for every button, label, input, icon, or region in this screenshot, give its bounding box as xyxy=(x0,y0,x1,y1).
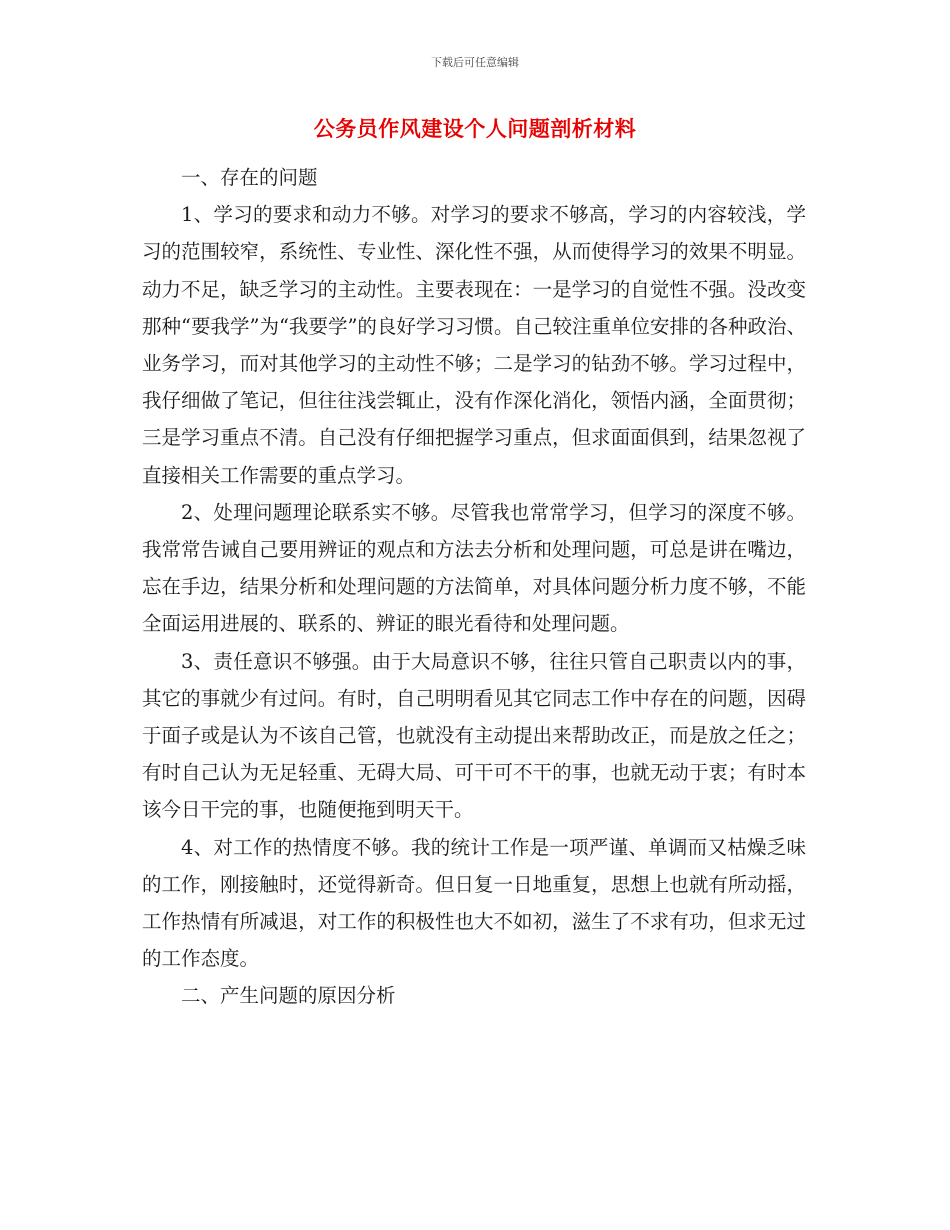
document-body xyxy=(142,159,806,1015)
section-heading-causes: 二、产生问题的原因分析 xyxy=(181,984,396,1008)
page-header-note: 下载后可任意编辑 xyxy=(431,56,519,69)
paragraph-responsibility: 3、责任意识不够强。由于大局意识不够，往往只管自己职责以内的事，其它的事就少有过问。有时，自己明明看见其它同志工作中存在的问题，因碍于面子或是认为不该自己管，也就没有主动提出来帮助改正，而是放之任之；有时自己认为无足轻重、无碍大局、可干可不干的事，也就无动于衷；有时本该今日干完的事，也随便拖到明天干。 xyxy=(142,649,806,822)
document-title: 公务员作风建设个人问题剖析材料 xyxy=(313,117,637,141)
paragraph-work-enthusiasm: 4、对工作的热情度不够。我的统计工作是一项严谨、单调而又枯燥乏味的工作，刚接触时，还觉得新奇。但日复一日地重复，思想上也就有所动摇，工作热情有所减退，对工作的积极性也大不如初，滋生了不求有功，但求无过的工作态度。 xyxy=(142,835,806,971)
paragraph-theory-practice: 2、处理问题理论联系实不够。尽管我也常常学习，但学习的深度不够。我常常告诫自己要用辨证的观点和方法去分析和处理问题，可总是讲在嘴边，忘在手边，结果分析和处理问题的方法简单，对具体问题分析力度不够，不能全面运用进展的、联系的、辨证的眼光看待和处理问题。 xyxy=(142,500,806,636)
section-heading-problems: 一、存在的问题 xyxy=(181,166,318,189)
paragraph-learning: 1、学习的要求和动力不够。对学习的要求不够高，学习的内容较浅，学习的范围较窄，系统性、专业性、深化性不强，从而使得学习的效果不明显。动力不足，缺乏学习的主动性。主要表现在：一是学习的自觉性不强。没改变那种“要我学”为“我要学”的良好学习习惯。自己较注重单位安排的各种政治、业务学习，而对其他学习的主动性不够；二是学习的钻劲不够。学习过程中，我仔细做了笔记，但往往浅尝辄止，没有作深化消化，领悟内涵，全面贯彻；三是学习重点不清。自己没有仔细把握学习重点，但求面面俱到，结果忽视了直接相关工作需要的重点学习。 xyxy=(142,203,806,487)
